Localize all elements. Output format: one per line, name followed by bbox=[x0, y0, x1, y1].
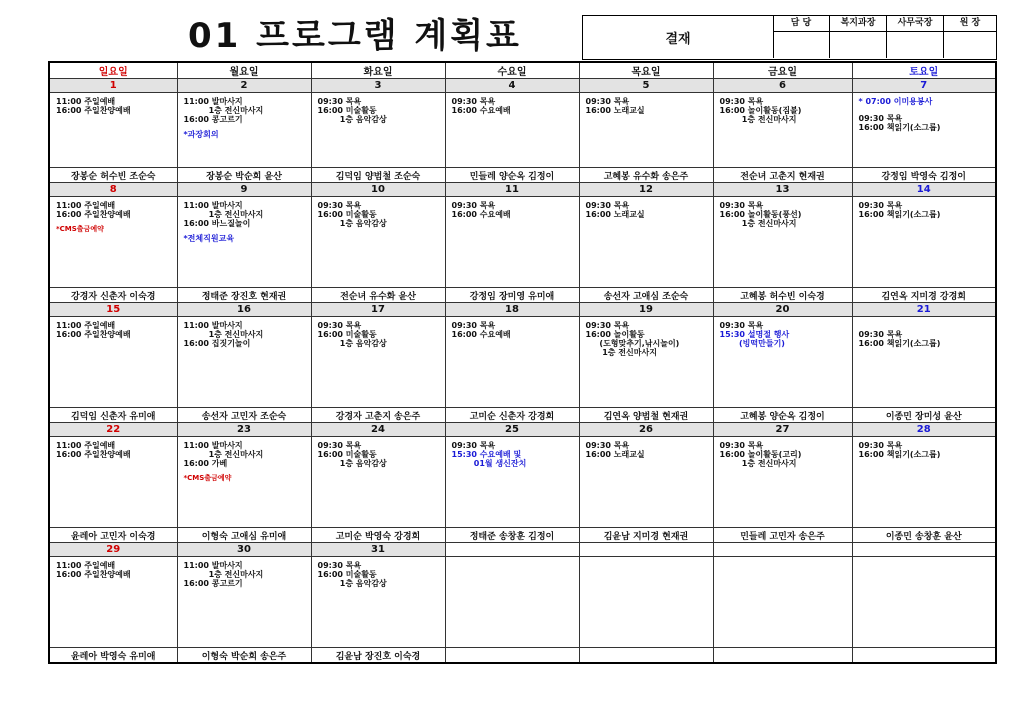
date-number: 16 bbox=[177, 303, 311, 317]
schedule-line: 16:00 주일찬양예배 bbox=[56, 450, 131, 459]
day-schedule bbox=[852, 557, 996, 648]
schedule-line: 16:00 놀이활동(풍선) bbox=[719, 210, 802, 219]
cms-note: *CMS출금예약 bbox=[183, 474, 232, 482]
schedule-line: 09:30 목욕 bbox=[858, 201, 903, 210]
schedule-line: (도형맞추기,낚시놀이) bbox=[585, 339, 680, 348]
schedule-line: 1층 전신마사지 bbox=[719, 115, 797, 124]
staff-names bbox=[445, 648, 579, 664]
date-number-row bbox=[49, 303, 996, 317]
staff-names: 윤레아 고민자 이숙경 bbox=[49, 528, 177, 543]
schedule-line: 16:00 책읽기(소그룹) bbox=[858, 210, 941, 219]
schedule-line: 1층 전신마사지 bbox=[183, 210, 264, 219]
schedule-line: 09:30 목욕 bbox=[858, 330, 903, 339]
staff-names: 송선자 고민자 조순숙 bbox=[177, 408, 311, 423]
schedule-line: 16:00 놀이활동(짐볼) bbox=[719, 106, 802, 115]
schedule-line: 11:00 발마사지 bbox=[183, 561, 243, 570]
date-number: 6 bbox=[713, 79, 852, 93]
staff-names: 정태준 장진호 현재권 bbox=[177, 288, 311, 303]
schedule-line: 1층 음악감상 bbox=[317, 339, 387, 348]
schedule-line: 09:30 목욕 bbox=[317, 201, 362, 210]
spacer bbox=[859, 106, 993, 114]
schedule-line: 16:00 노래교실 bbox=[585, 210, 645, 219]
day-schedule bbox=[311, 197, 445, 288]
staff-row bbox=[49, 528, 996, 543]
date-number-row bbox=[49, 79, 996, 93]
day-schedule bbox=[49, 317, 177, 408]
schedule-line: 11:00 주일예배 bbox=[56, 321, 116, 330]
date-number: 20 bbox=[713, 303, 852, 317]
weekday-header-thursday: 목요일 bbox=[579, 62, 713, 79]
date-number bbox=[445, 543, 579, 557]
schedule-line: 09:30 목욕 bbox=[585, 441, 630, 450]
schedule-line: 16:00 미술활동 bbox=[317, 570, 377, 579]
date-number: 30 bbox=[177, 543, 311, 557]
date-number: 29 bbox=[49, 543, 177, 557]
staff-names: 고혜봉 양순옥 김정이 bbox=[713, 408, 852, 423]
schedule-line: 11:00 발마사지 bbox=[183, 441, 243, 450]
day-schedule bbox=[177, 317, 311, 408]
approval-signer-cell bbox=[944, 16, 996, 58]
date-number: 13 bbox=[713, 183, 852, 197]
page-title: 01 프로그램 계획표 bbox=[188, 16, 522, 56]
schedule-line: 11:00 주일예배 bbox=[56, 441, 116, 450]
schedule-line: 16:00 주일찬양예배 bbox=[56, 570, 131, 579]
schedule-line: 09:30 목욕 bbox=[719, 321, 764, 330]
schedule-line: 1층 전신마사지 bbox=[183, 570, 264, 579]
day-schedule bbox=[445, 437, 579, 528]
date-number-row bbox=[49, 183, 996, 197]
staff-names: 강경자 고춘지 송은주 bbox=[311, 408, 445, 423]
schedule-line: 16:00 놀이활동(고리) bbox=[719, 450, 802, 459]
schedule-line: 1층 전신마사지 bbox=[183, 330, 264, 339]
date-number: 28 bbox=[852, 423, 996, 437]
date-number: 17 bbox=[311, 303, 445, 317]
schedule-line: 09:30 목욕 bbox=[317, 441, 362, 450]
signer-title: 사무국장 bbox=[887, 16, 943, 32]
schedule-line: 16:00 가베 bbox=[183, 459, 228, 468]
schedule-line: 1층 음악감상 bbox=[317, 219, 387, 228]
date-number: 22 bbox=[49, 423, 177, 437]
schedule-line: 09:30 목욕 bbox=[858, 441, 903, 450]
day-schedule bbox=[579, 437, 713, 528]
staff-names: 고혜봉 유수화 송은주 bbox=[579, 168, 713, 183]
date-number: 5 bbox=[579, 79, 713, 93]
schedule-line: 16:00 바느질놀이 bbox=[183, 219, 251, 228]
schedule-line: 16:00 미술활동 bbox=[317, 106, 377, 115]
signer-title: 담 당 bbox=[773, 16, 829, 32]
schedule-line: 11:00 주일예배 bbox=[56, 97, 116, 106]
weekday-header-sunday: 일요일 bbox=[49, 62, 177, 79]
day-schedule bbox=[177, 437, 311, 528]
calendar-table bbox=[48, 61, 997, 664]
schedule-line: 16:00 책읽기(소그룹) bbox=[858, 450, 941, 459]
schedule-line: 11:00 발마사지 bbox=[183, 321, 243, 330]
schedule-line: 16:00 집짓기놀이 bbox=[183, 339, 251, 348]
day-schedule bbox=[713, 317, 852, 408]
day-schedule bbox=[713, 197, 852, 288]
schedule-line: 09:30 목욕 bbox=[719, 201, 764, 210]
approval-box bbox=[582, 15, 997, 60]
staff-names: 김윤남 지미경 현재권 bbox=[579, 528, 713, 543]
schedule-line: 16:00 콩고르기 bbox=[183, 579, 243, 588]
schedule-line: 11:00 주일예배 bbox=[56, 561, 116, 570]
schedule-line: 16:00 수요예배 bbox=[451, 330, 511, 339]
schedule-line: 11:00 발마사지 bbox=[183, 201, 243, 210]
date-number: 21 bbox=[852, 303, 996, 317]
staff-row bbox=[49, 648, 996, 664]
staff-names: 이형숙 고애심 유미애 bbox=[177, 528, 311, 543]
day-schedule bbox=[445, 317, 579, 408]
date-number: 12 bbox=[579, 183, 713, 197]
day-schedule bbox=[579, 317, 713, 408]
date-number bbox=[713, 543, 852, 557]
staff-names: 장봉순 박순희 윤산 bbox=[177, 168, 311, 183]
date-number: 1 bbox=[49, 79, 177, 93]
date-number: 24 bbox=[311, 423, 445, 437]
highlight-event: (빙떡만들기) bbox=[719, 339, 785, 348]
highlight-event: 15:30 수요예배 및 bbox=[451, 450, 522, 459]
schedule-line: 1층 전신마사지 bbox=[585, 348, 657, 357]
staff-names: 전순녀 고춘지 현재권 bbox=[713, 168, 852, 183]
day-schedule bbox=[852, 197, 996, 288]
date-number: 23 bbox=[177, 423, 311, 437]
day-schedule bbox=[852, 437, 996, 528]
schedule-line: 09:30 목욕 bbox=[317, 561, 362, 570]
date-number bbox=[852, 543, 996, 557]
staff-names: 김덕임 양범철 조순숙 bbox=[311, 168, 445, 183]
date-number-row bbox=[49, 543, 996, 557]
schedule-line: 16:00 노래교실 bbox=[585, 106, 645, 115]
date-number: 7 bbox=[852, 79, 996, 93]
highlight-event: 01월 생신잔치 bbox=[451, 459, 527, 468]
schedule-line: 09:30 목욕 bbox=[451, 201, 496, 210]
staff-row bbox=[49, 408, 996, 423]
schedule-row bbox=[49, 197, 996, 288]
day-schedule bbox=[311, 557, 445, 648]
schedule-line: 09:30 목욕 bbox=[451, 97, 496, 106]
day-schedule bbox=[177, 197, 311, 288]
day-schedule bbox=[852, 93, 996, 168]
staff-names bbox=[852, 648, 996, 664]
day-schedule bbox=[311, 437, 445, 528]
day-schedule bbox=[49, 437, 177, 528]
schedule-line: 09:30 목욕 bbox=[317, 321, 362, 330]
staff-names: 김연옥 양범철 현재권 bbox=[579, 408, 713, 423]
schedule-line: 16:00 미술활동 bbox=[317, 330, 377, 339]
schedule-line: 09:30 목욕 bbox=[585, 201, 630, 210]
day-schedule bbox=[177, 557, 311, 648]
staff-names: 강정임 박영숙 김정이 bbox=[852, 168, 996, 183]
schedule-line: 1층 음악감상 bbox=[317, 579, 387, 588]
schedule-line: 16:00 수요예배 bbox=[451, 210, 511, 219]
staff-names: 민들레 양순옥 김정이 bbox=[445, 168, 579, 183]
date-number: 2 bbox=[177, 79, 311, 93]
schedule-line bbox=[859, 321, 993, 330]
staff-names: 이종민 송창훈 윤산 bbox=[852, 528, 996, 543]
staff-names: 장봉순 허수빈 조순숙 bbox=[49, 168, 177, 183]
schedule-line: 11:00 발마사지 bbox=[183, 97, 243, 106]
schedule-line: 16:00 책읽기(소그룹) bbox=[858, 339, 941, 348]
date-number: 25 bbox=[445, 423, 579, 437]
date-number bbox=[579, 543, 713, 557]
approval-signer-cell bbox=[830, 16, 887, 58]
staff-names: 전순녀 유수화 윤산 bbox=[311, 288, 445, 303]
day-schedule bbox=[579, 557, 713, 648]
day-schedule bbox=[311, 93, 445, 168]
schedule-line: 16:00 미술활동 bbox=[317, 450, 377, 459]
date-number: 14 bbox=[852, 183, 996, 197]
day-schedule bbox=[311, 317, 445, 408]
weekday-header-friday: 금요일 bbox=[713, 62, 852, 79]
schedule-line: 1층 전신마사지 bbox=[719, 219, 797, 228]
schedule-line: 1층 전신마사지 bbox=[719, 459, 797, 468]
schedule-line: 09:30 목욕 bbox=[585, 97, 630, 106]
day-schedule bbox=[49, 557, 177, 648]
day-schedule bbox=[177, 93, 311, 168]
staff-names: 민들레 고민자 송은주 bbox=[713, 528, 852, 543]
schedule-line: 11:00 주일예배 bbox=[56, 201, 116, 210]
weekday-header-wednesday: 수요일 bbox=[445, 62, 579, 79]
weekday-header-tuesday: 화요일 bbox=[311, 62, 445, 79]
staff-names: 강정임 장미영 유미애 bbox=[445, 288, 579, 303]
schedule-line: 16:00 노래교실 bbox=[585, 450, 645, 459]
staff-names: 김연옥 지미경 강경희 bbox=[852, 288, 996, 303]
schedule-row bbox=[49, 557, 996, 648]
staff-names: 송선자 고애심 조순숙 bbox=[579, 288, 713, 303]
day-schedule bbox=[445, 557, 579, 648]
staff-names bbox=[713, 648, 852, 664]
staff-names: 고혜봉 허수빈 이숙경 bbox=[713, 288, 852, 303]
staff-names: 이종민 장미성 윤산 bbox=[852, 408, 996, 423]
staff-names: 김덕임 신춘자 유미애 bbox=[49, 408, 177, 423]
schedule-line: 1층 전신마사지 bbox=[183, 450, 264, 459]
schedule-line: 16:00 책읽기(소그룹) bbox=[858, 123, 941, 132]
day-schedule bbox=[49, 197, 177, 288]
day-schedule bbox=[713, 93, 852, 168]
date-number: 11 bbox=[445, 183, 579, 197]
date-number: 26 bbox=[579, 423, 713, 437]
date-number: 3 bbox=[311, 79, 445, 93]
schedule-line: 16:00 주일찬양예배 bbox=[56, 330, 131, 339]
signer-title: 원 장 bbox=[944, 16, 996, 32]
schedule-line: 09:30 목욕 bbox=[585, 321, 630, 330]
staff-row bbox=[49, 288, 996, 303]
special-event: * 07:00 이미용봉사 bbox=[858, 97, 933, 106]
approval-label: 결재 bbox=[583, 16, 774, 58]
day-schedule bbox=[852, 317, 996, 408]
schedule-line: 1층 음악감상 bbox=[317, 459, 387, 468]
staff-names: 정태준 송창훈 김정이 bbox=[445, 528, 579, 543]
day-schedule bbox=[579, 197, 713, 288]
schedule-line: 09:30 목욕 bbox=[317, 97, 362, 106]
schedule-line: 09:30 목욕 bbox=[451, 441, 496, 450]
staff-names: 고미순 박영숙 강경희 bbox=[311, 528, 445, 543]
schedule-line: 16:00 수요예배 bbox=[451, 106, 511, 115]
date-number: 27 bbox=[713, 423, 852, 437]
date-number: 8 bbox=[49, 183, 177, 197]
day-schedule bbox=[713, 557, 852, 648]
staff-names: 고미순 신춘자 강경희 bbox=[445, 408, 579, 423]
meeting-note: *전체직원교육 bbox=[183, 234, 235, 243]
weekday-header-monday: 월요일 bbox=[177, 62, 311, 79]
schedule-row bbox=[49, 93, 996, 168]
schedule-line: 16:00 주일찬양예배 bbox=[56, 210, 131, 219]
day-schedule bbox=[713, 437, 852, 528]
schedule-line: 09:30 목욕 bbox=[858, 114, 903, 123]
schedule-row bbox=[49, 317, 996, 408]
cms-note: *CMS출금예약 bbox=[56, 225, 104, 233]
schedule-line: 16:00 미술활동 bbox=[317, 210, 377, 219]
schedule-line: 16:00 놀이활동 bbox=[585, 330, 645, 339]
staff-names: 강경자 신춘자 이숙경 bbox=[49, 288, 177, 303]
approval-signer-cell bbox=[773, 16, 830, 58]
date-number: 31 bbox=[311, 543, 445, 557]
date-number: 10 bbox=[311, 183, 445, 197]
schedule-line: 09:30 목욕 bbox=[719, 97, 764, 106]
staff-row bbox=[49, 168, 996, 183]
day-schedule bbox=[49, 93, 177, 168]
date-number: 18 bbox=[445, 303, 579, 317]
schedule-line: 1층 음악감상 bbox=[317, 115, 387, 124]
staff-names: 김윤남 장진호 이숙경 bbox=[311, 648, 445, 664]
meeting-note: *과장회의 bbox=[183, 130, 219, 139]
date-number: 4 bbox=[445, 79, 579, 93]
date-number-row bbox=[49, 423, 996, 437]
date-number: 15 bbox=[49, 303, 177, 317]
staff-names: 윤레아 박영숙 유미애 bbox=[49, 648, 177, 664]
highlight-event: 15:30 설명절 행사 bbox=[719, 330, 790, 339]
staff-names bbox=[579, 648, 713, 664]
approval-signer-cell bbox=[887, 16, 944, 58]
schedule-row bbox=[49, 437, 996, 528]
schedule-line: 09:30 목욕 bbox=[451, 321, 496, 330]
schedule-line: 09:30 목욕 bbox=[719, 441, 764, 450]
day-schedule bbox=[579, 93, 713, 168]
schedule-line: 1층 전신마사지 bbox=[183, 106, 264, 115]
day-schedule bbox=[445, 93, 579, 168]
date-number: 19 bbox=[579, 303, 713, 317]
schedule-line: 16:00 주일찬양예배 bbox=[56, 106, 131, 115]
staff-names: 이형숙 박순희 송은주 bbox=[177, 648, 311, 664]
weekday-header-saturday: 토요일 bbox=[852, 62, 996, 79]
signer-title: 복지과장 bbox=[830, 16, 886, 32]
date-number: 9 bbox=[177, 183, 311, 197]
schedule-line: 16:00 콩고르기 bbox=[183, 115, 243, 124]
day-schedule bbox=[445, 197, 579, 288]
weekday-header-row bbox=[49, 62, 996, 79]
